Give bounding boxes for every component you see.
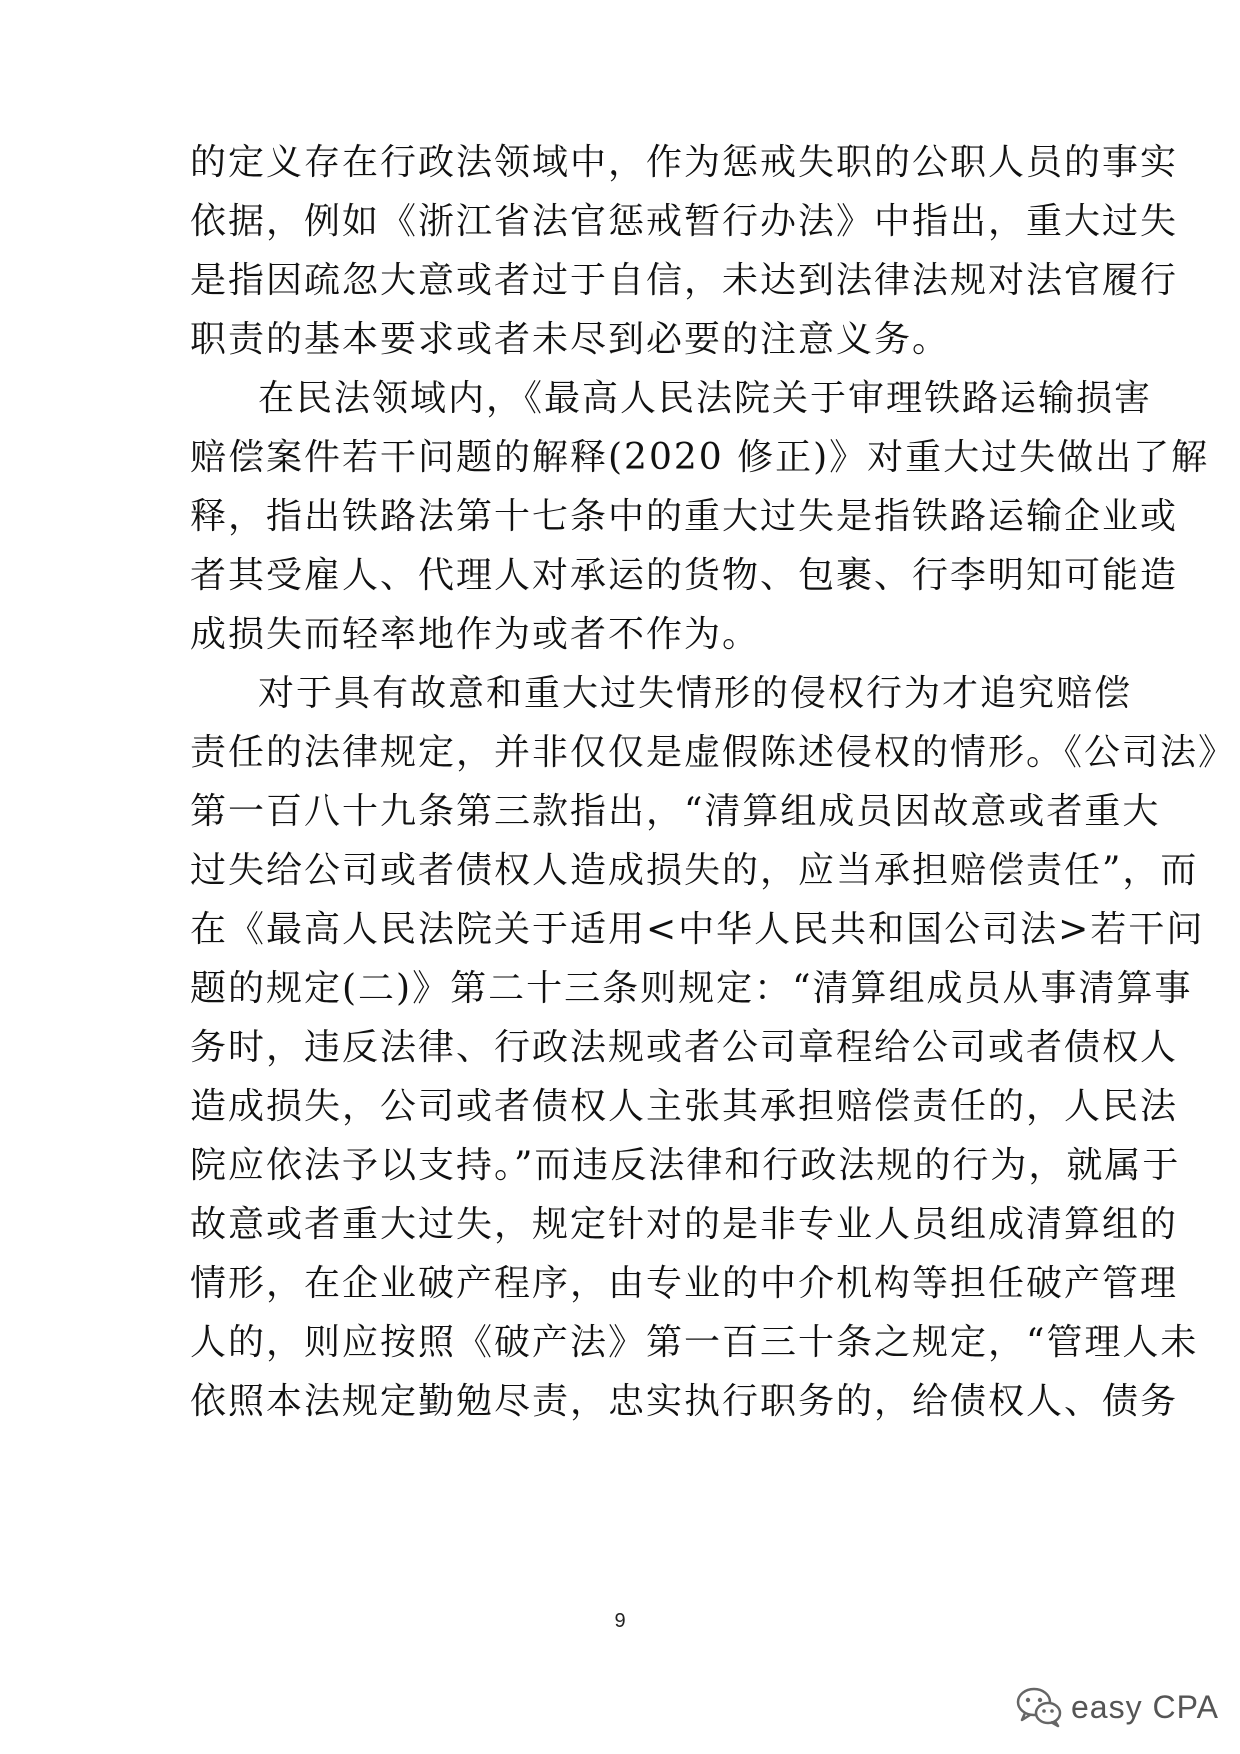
text-line: 造成损失，公司或者债权人主张其承担赔偿责任的，人民法 bbox=[190, 1086, 1179, 1127]
page-number: 9 bbox=[614, 1610, 626, 1632]
text-line: 赔偿案件若干问题的解释(2020 修正)》对重大过失做出了解 bbox=[190, 437, 1210, 478]
text-line: 的定义存在行政法领域中，作为惩戒失职的公职人员的事实 bbox=[190, 142, 1179, 183]
text-line: 过失给公司或者债权人造成损失的，应当承担赔偿责任”，而 bbox=[190, 850, 1199, 891]
text-line: 对于具有故意和重大过失情形的侵权行为才追究赔偿 bbox=[258, 673, 1133, 714]
text-line: 职责的基本要求或者未尽到必要的注意义务。 bbox=[190, 319, 951, 360]
text-line: 故意或者重大过失，规定针对的是非专业人员组成清算组的 bbox=[190, 1204, 1179, 1245]
text-line: 在民法领域内，《最高人民法院关于审理铁路运输损害 bbox=[258, 378, 1153, 419]
watermark bbox=[1015, 1685, 1219, 1729]
text-line: 题的规定(二)》第二十三条则规定：“清算组成员从事清算事 bbox=[190, 968, 1193, 1009]
text-line: 释，指出铁路法第十七条中的重大过失是指铁路运输企业或 bbox=[190, 496, 1179, 537]
text-line: 责任的法律规定，并非仅仅是虚假陈述侵权的情形。《公司法》 bbox=[190, 732, 1237, 773]
text-line: 依据，例如《浙江省法官惩戒暂行办法》中指出，重大过失 bbox=[190, 201, 1179, 242]
text-line: 务时，违反法律、行政法规或者公司章程给公司或者债权人 bbox=[190, 1027, 1179, 1068]
text-line: 是指因疏忽大意或者过于自信，未达到法律法规对法官履行 bbox=[190, 260, 1179, 301]
text-line: 第一百八十九条第三款指出，“清算组成员因故意或者重大 bbox=[190, 791, 1161, 832]
text-line: 人的，则应按照《破产法》第一百三十条之规定，“管理人未 bbox=[190, 1322, 1199, 1363]
text-line: 情形，在企业破产程序，由专业的中介机构等担任破产管理 bbox=[190, 1263, 1179, 1304]
text-line: 成损失而轻率地作为或者不作为。 bbox=[190, 614, 761, 655]
text-line: 在《最高人民法院关于适用<中华人民共和国公司法>若干问 bbox=[190, 909, 1205, 950]
watermark-text: easy CPA bbox=[1071, 1688, 1219, 1725]
text-line: 院应依法予以支持。”而违反法律和行政法规的行为，就属于 bbox=[190, 1145, 1181, 1186]
text-line: 依照本法规定勤勉尽责，忠实执行职务的，给债权人、债务 bbox=[190, 1381, 1179, 1422]
wechat-icon bbox=[1015, 1686, 1063, 1728]
text-line: 者其受雇人、代理人对承运的货物、包裹、行李明知可能造 bbox=[190, 555, 1179, 596]
